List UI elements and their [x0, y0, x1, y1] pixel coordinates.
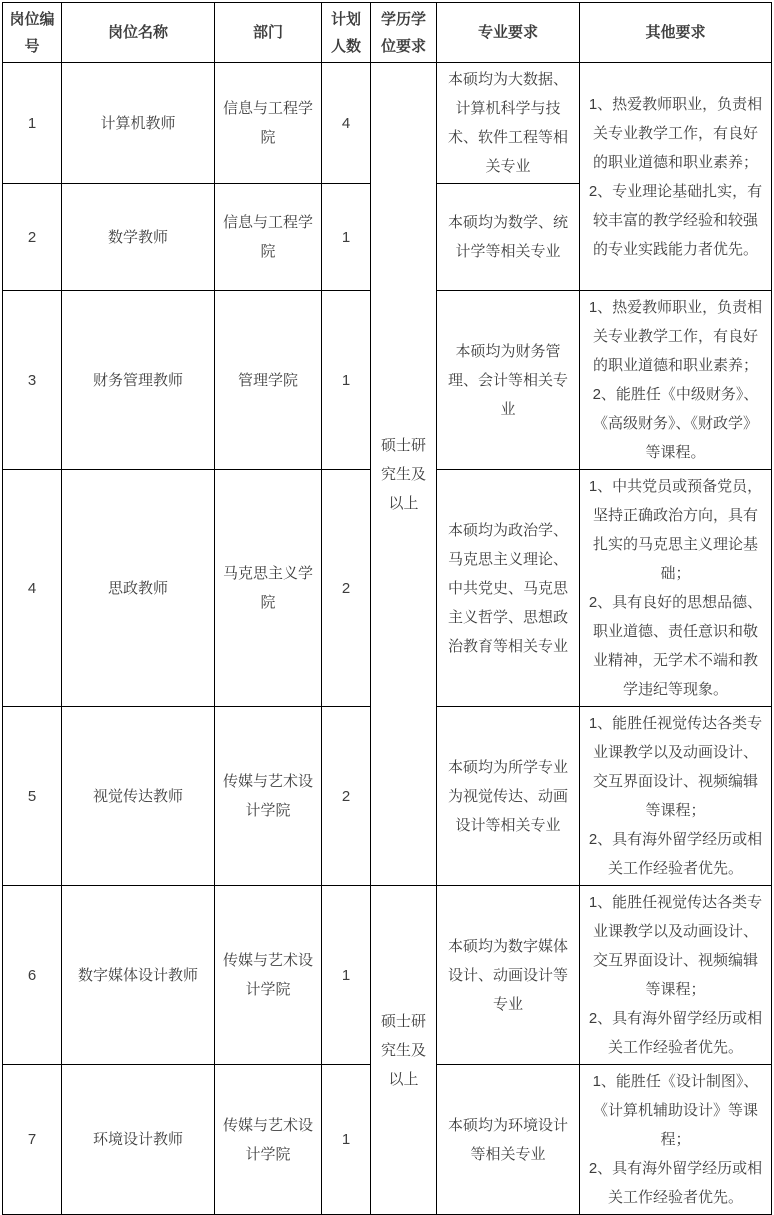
header-other-requirement: 其他要求: [580, 3, 772, 63]
requirement-item: 2、能胜任《中级财务》、《高级财务》、《财政学》等课程。: [592, 386, 759, 461]
header-row: [3, 3, 772, 63]
cell-position-id: 5: [3, 707, 62, 886]
header-position-name: 岗位名称: [62, 3, 215, 63]
cell-department: 传媒与艺术设计学院: [215, 1065, 322, 1215]
recruitment-table: [2, 2, 772, 1215]
cell-major-requirement: 本硕均为政治学、马克思主义理论、中共党史、马克思主义哲学、思想政治教育等相关专业: [437, 470, 580, 707]
cell-position-name: 数字媒体设计教师: [62, 886, 215, 1065]
cell-planned-count: 2: [322, 707, 371, 886]
table-row: [3, 63, 772, 184]
cell-position-id: 4: [3, 470, 62, 707]
header-education-requirement: 学历学位要求: [371, 3, 437, 63]
header-position-id: 岗位编号: [3, 3, 62, 63]
cell-other-requirement: [580, 291, 772, 470]
table-row: [3, 886, 772, 1065]
cell-other-requirement: [580, 63, 772, 291]
cell-other-requirement: [580, 1065, 772, 1215]
cell-other-requirement: [580, 886, 772, 1065]
header-department: 部门: [215, 3, 322, 63]
header-major-requirement: 专业要求: [437, 3, 580, 63]
cell-major-requirement: 本硕均为财务管理、会计等相关专业: [437, 291, 580, 470]
cell-planned-count: 1: [322, 886, 371, 1065]
cell-position-name: 环境设计教师: [62, 1065, 215, 1215]
cell-department: 信息与工程学院: [215, 184, 322, 291]
cell-major-requirement: 本硕均为所学专业为视觉传达、动画设计等相关专业: [437, 707, 580, 886]
cell-planned-count: 2: [322, 470, 371, 707]
requirement-item: 2、具有良好的思想品德、职业道德、责任意识和敬业精神，无学术不端和教学违纪等现象。: [588, 594, 763, 698]
requirement-item: 1、能胜任视觉传达各类专业课教学以及动画设计、交互界面设计、视频编辑等课程；: [588, 894, 763, 998]
requirement-item: 1、能胜任《设计制图》、《计算机辅助设计》等课程；: [592, 1073, 759, 1148]
header-planned-count: 计划人数: [322, 3, 371, 63]
cell-planned-count: 1: [322, 184, 371, 291]
cell-position-name: 数学教师: [62, 184, 215, 291]
cell-position-id: 7: [3, 1065, 62, 1215]
requirement-item: 1、热爱教师职业，负责相关专业教学工作，有良好的职业道德和职业素养；: [588, 95, 763, 171]
cell-planned-count: 1: [322, 291, 371, 470]
cell-position-id: 6: [3, 886, 62, 1065]
cell-position-id: 1: [3, 63, 62, 184]
cell-education-requirement: 硕士研究生及以上: [371, 886, 437, 1215]
cell-department: 马克思主义学院: [215, 470, 322, 707]
cell-department: 传媒与艺术设计学院: [215, 707, 322, 886]
cell-major-requirement: 本硕均为环境设计等相关专业: [437, 1065, 580, 1215]
cell-position-name: 视觉传达教师: [62, 707, 215, 886]
cell-position-name: 财务管理教师: [62, 291, 215, 470]
cell-other-requirement: [580, 470, 772, 707]
requirement-item: 1、热爱教师职业，负责相关专业教学工作，有良好的职业道德和职业素养；: [588, 299, 763, 374]
cell-department: 管理学院: [215, 291, 322, 470]
requirement-item: 2、具有海外留学经历或相关工作经验者优先。: [588, 1010, 763, 1056]
cell-education-requirement: 硕士研究生及以上: [371, 63, 437, 886]
cell-other-requirement: [580, 707, 772, 886]
cell-position-id: 2: [3, 184, 62, 291]
cell-planned-count: 1: [322, 1065, 371, 1215]
requirement-item: 1、能胜任视觉传达各类专业课教学以及动画设计、交互界面设计、视频编辑等课程；: [588, 715, 763, 819]
cell-position-name: 思政教师: [62, 470, 215, 707]
requirement-item: 1、中共党员或预备党员，坚持正确政治方向，具有扎实的马克思主义理论基础；: [588, 478, 763, 582]
requirement-item: 2、具有海外留学经历或相关工作经验者优先。: [588, 1160, 763, 1206]
cell-department: 信息与工程学院: [215, 63, 322, 184]
cell-planned-count: 4: [322, 63, 371, 184]
cell-position-name: 计算机教师: [62, 63, 215, 184]
requirement-item: 2、专业理论基础扎实，有较丰富的教学经验和较强的专业实践能力者优先。: [588, 182, 763, 258]
cell-major-requirement: 本硕均为数字媒体设计、动画设计等专业: [437, 886, 580, 1065]
cell-department: 传媒与艺术设计学院: [215, 886, 322, 1065]
cell-major-requirement: 本硕均为大数据、计算机科学与技术、软件工程等相关专业: [437, 63, 580, 184]
cell-major-requirement: 本硕均为数学、统计学等相关专业: [437, 184, 580, 291]
cell-position-id: 3: [3, 291, 62, 470]
requirement-item: 2、具有海外留学经历或相关工作经验者优先。: [588, 831, 763, 877]
